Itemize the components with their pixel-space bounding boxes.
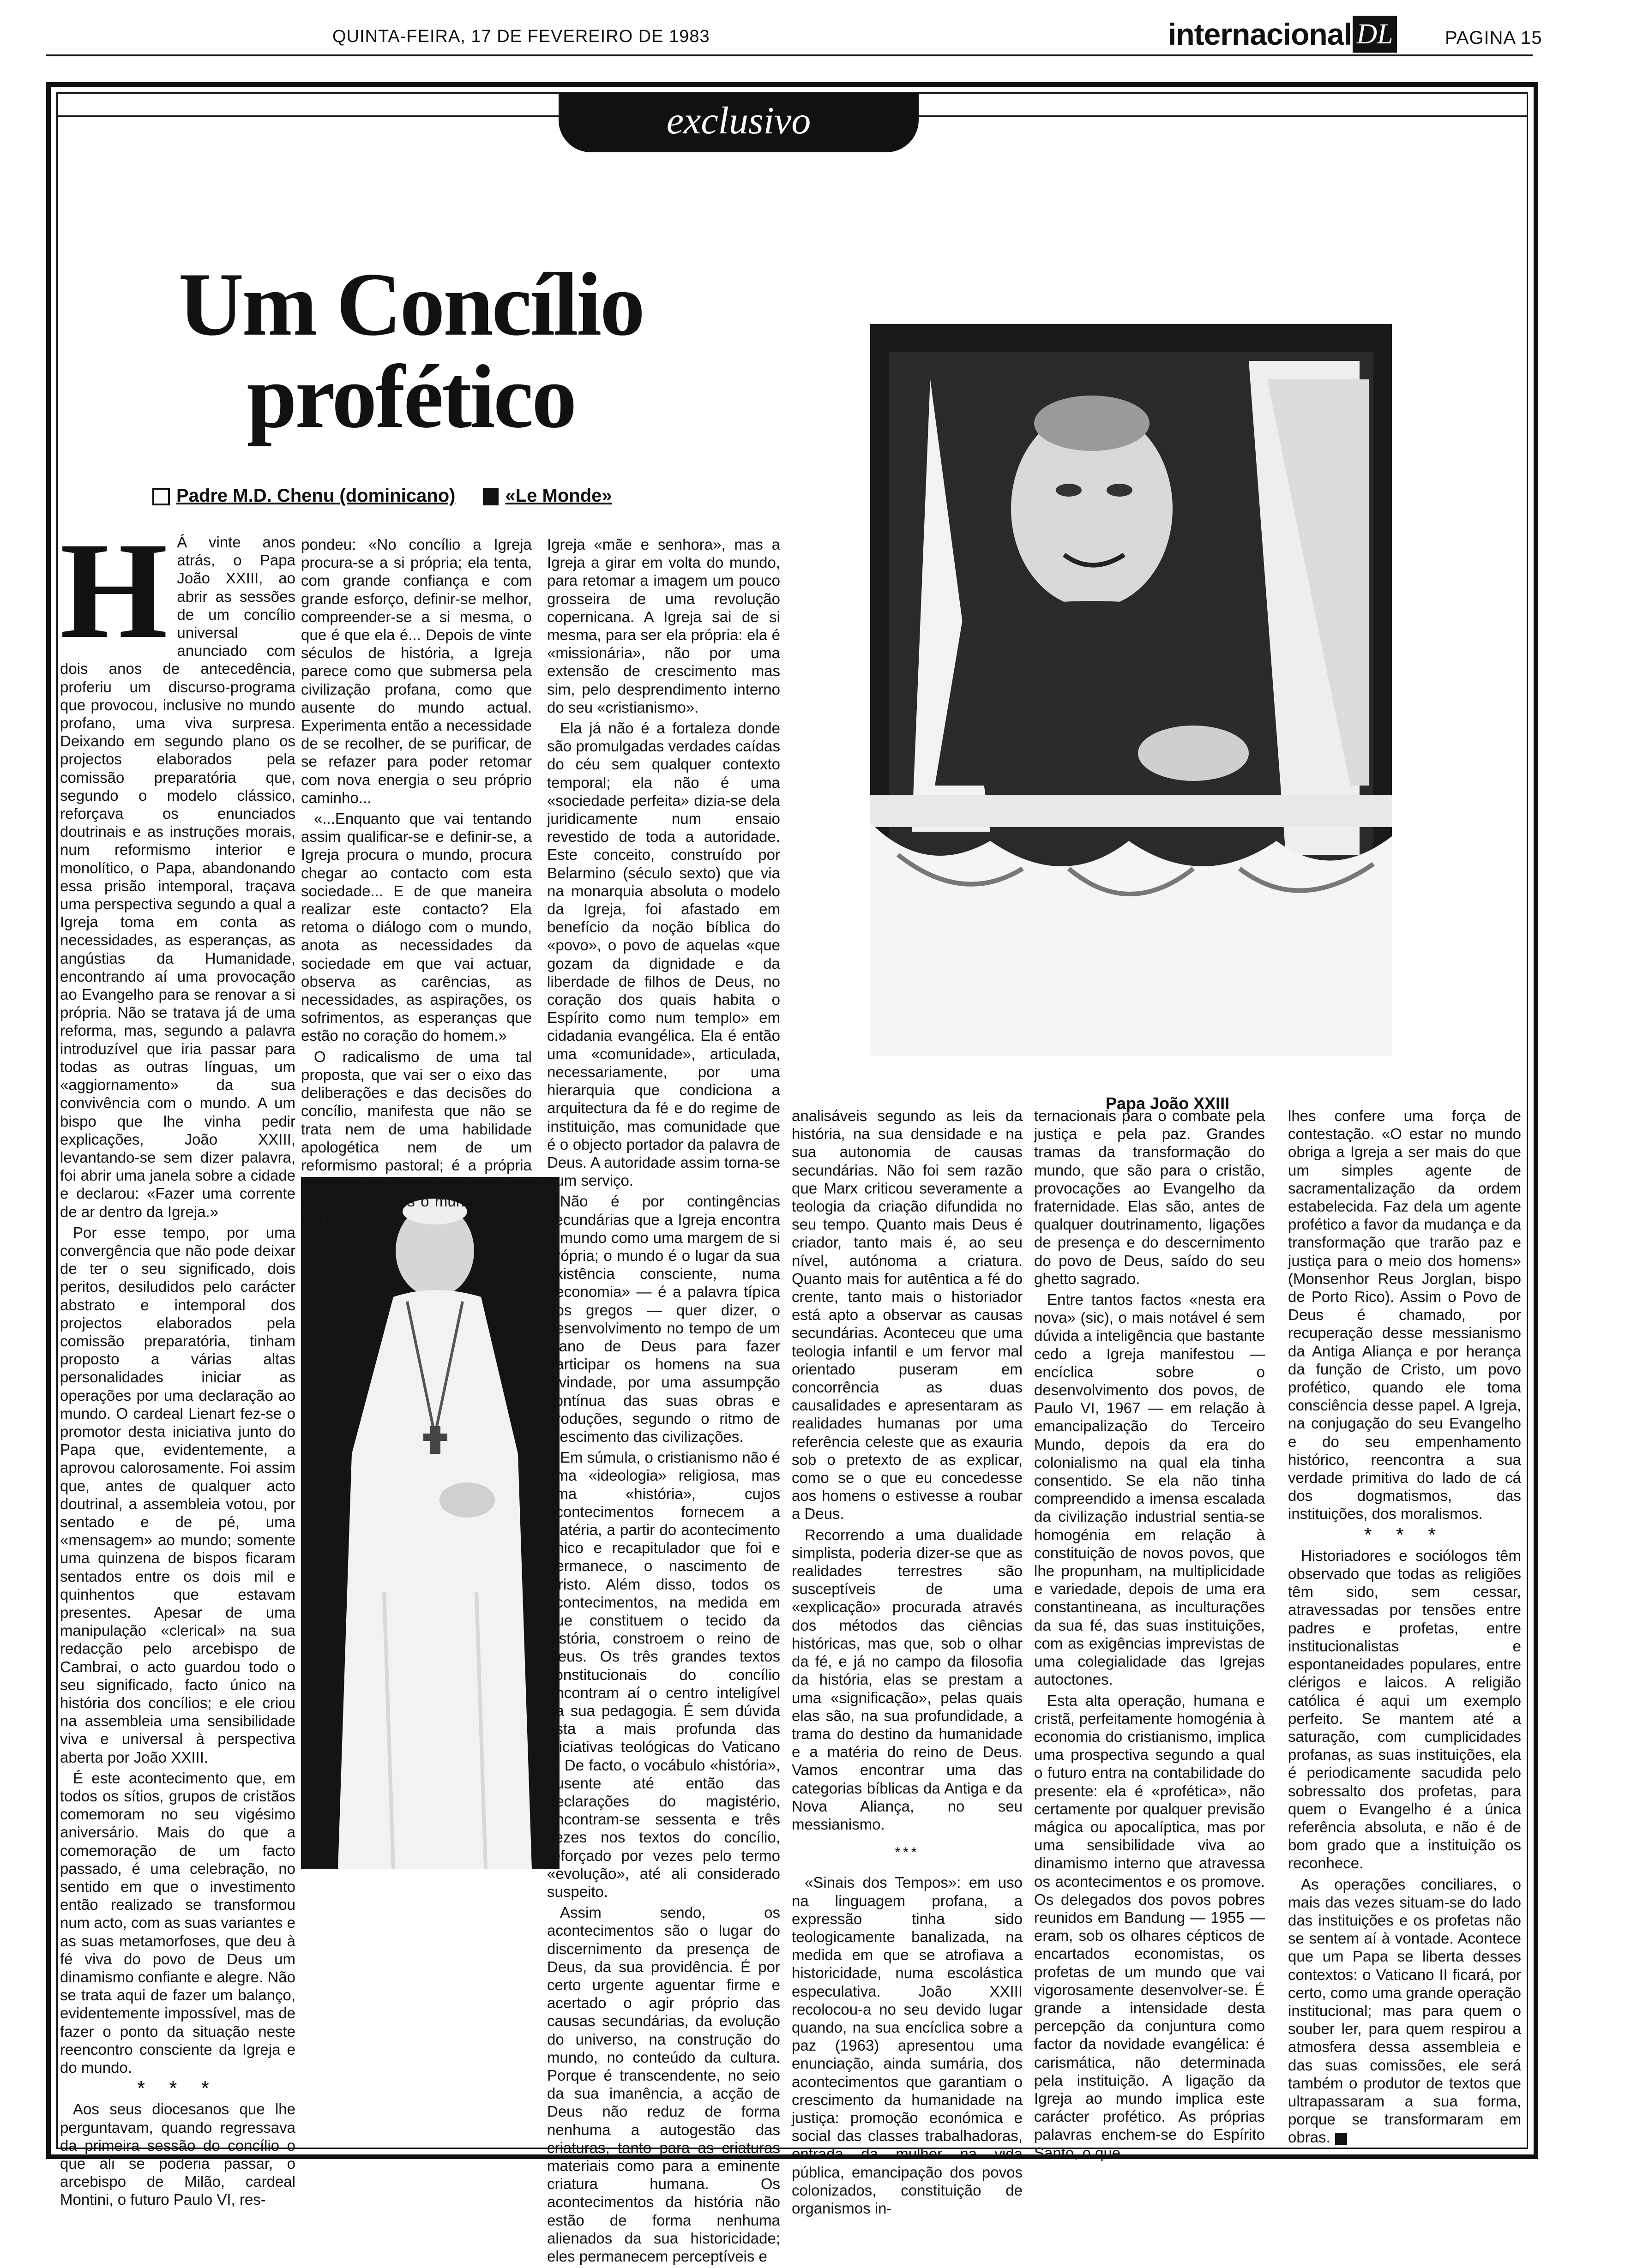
- source-name: «Le Monde»: [505, 486, 612, 506]
- paragraph: lhes confere uma força de contestação. «O estar no mundo obriga a Igreja a ser mais do que um simples agente de sacramentalização da ordem estabelecida. Faz dela um agente profético a favor da mudança e da transformação que trarão paz e justiça para o meio dos homens» (Monsenhor Reus Jorglan, bispo de Porto Rico). Assim o Povo de Deus é chamado, por recuperação desse messianismo da Antiga Aliança e por herança da função de Cristo, um povo profético, quando ele toma consciência desse papel. A Igreja, na conjugação do seu Evangelho e do seu empenhamento histórico, reencontra a sua verdade primitiva do lado de cá dos dogmatismos, das instituições, dos moralismos.: [1288, 1107, 1521, 1523]
- paragraph: «...Enquanto que vai tentando assim qualificar-se e definir-se, a Igreja procura o mundo, procura chegar ao contacto com esta sociedade... E de que maneira realizar este contacto? Ela retoma o diálogo com o mundo, anota as necessidades da sociedade em que vai actuar, observa as carências, as necessidades, as aspirações, os sofrimentos, as esperanças que estão no coração do homem.»: [301, 810, 532, 1044]
- photo-pope-standing: [301, 1177, 560, 1869]
- byline-square-icon: [483, 488, 499, 505]
- article-column-4: [792, 1107, 1023, 2220]
- exclusivo-banner: exclusivo: [559, 92, 919, 152]
- paragraph: Recorrendo a uma dualidade simplista, poderia dizer-se que as realidades terrestres são susceptíveis de uma «explicação» procurada através dos métodos das ciências históricas, mas que, sob o olhar da fé, e já no campo da filosofia da história, elas se prestam a uma «significação», pelas quais elas são, na sua profundidade, a trama do destino da humanidade e a matéria do reino de Deus. Vamos encontrar uma das categorias bíblicas da Antiga e da Nova Aliança, no seu messianismo.: [792, 1526, 1023, 1833]
- paragraph: Não é por contingências secundárias que a Igreja encontra o mundo como uma margem de si própria; o mundo é o lugar da sua existência consciente, numa «economia» — é a palavra típica dos gregos — quer dizer, o desenvolvimento no tempo de um plano de Deus para fazer participar os homens na sua divindade, por uma assumpção contínua das suas obras e produções, segundo o ritmo de crescimento das civilizações.: [547, 1193, 780, 1445]
- paragraph: O radicalismo de uma tal proposta, que vai ser o eixo das deliberações e das decisões do concílio, manifesta que não se trata nem de uma habilidade apologética nem de um reformismo pastoral; é a própria natureza da Igreja que está em causa; não mais o mundo a girar em torno da: [301, 1048, 532, 1228]
- paragraph: Ela já não é a fortaleza donde são promulgadas verdades caídas do céu sem qualquer contexto temporal; ela não é uma «sociedade perfeita» dizia-se dela juridicamente num ensaio revestido de toda a autoridade. Este conceito, construído por Belarmino (século sexto) que via na monarquia absoluta o modelo da Igreja, foi afastado em benefício da noção bíblica do «povo», o povo de aquelas «que gozam da dignidade e da liberdade de filhos de Deus, no coração dos quais habita o Espírito como num templo» em cidadania evangélica. Ela é então uma «comunidade», articulada, necessariamente, por uma hierarquia que condiciona a arquitectura da fé e do regime de instituição, mas comunidade que é o objecto portador da palavra de Deus. A autoridade assim torna-se num serviço.: [547, 720, 780, 1189]
- paragraph: Entre tantos factos «nesta era nova» (sic), o mais notável é sem dúvida a inteligência que bastante cedo a Igreja manifestou — encíclica sobre o desenvolvimento dos povos, de Paulo VI, 1967 — em relação à emancipalização do Terceiro Mundo, depois da era do colonialismo na qual ela tinha consentido. Se ela não tinha compreendido a imensa escalada da civilização industrial sentia-se homogénia em relação à constituição de novos povos, que lhe propunham, na multiplicidade e variedade, depois de uma era constantineana, as inculturações da sua fé, das suas instituições, com as exigências imprevistas de uma colegialidade das Igrejas autoctones.: [1034, 1291, 1265, 1688]
- section-divider: * * *: [1364, 1523, 1445, 1546]
- paragraph: Assim sendo, os acontecimentos são o lugar do discernimento da presença de Deus, da sua providência. É por certo urgente aguentar firme e acertado o agir próprio das causas secundárias, da evolução do universo, na construção do mundo, no conteúdo da cultura. Porque é transcendente, no seio da sua imanência, a acção de Deus não reduz de forma nenhuma a autogestão das criaturas, tanto para as criaturas materiais como para a eminente criatura humana. Os acontecimentos da história não estão de forma nenhuma alienados da sua historicidade; eles permanecem perceptíveis e: [547, 1904, 780, 2265]
- article-column-3: [547, 535, 780, 2268]
- paragraph: ternacionais para o combate pela justiça e pela paz. Grandes tramas da transformação do mundo, que são para o cristão, provocações ao Evangelho da fraternidade. Elas são, antes de qualquer doutrinamento, ligações de presença e do descernimento do povo de Deus, saído do seu ghetto sagrado.: [1034, 1107, 1265, 1287]
- paragraph: Igreja «mãe e senhora», mas a Igreja a girar em volta do mundo, para retomar a imagem um pouco grosseira de uma revolução copernicana. A Igreja sai de si mesma, para ser ela própria: ela é «missionária», não por uma extensão de crescimento mas sim, pelo desprendimento interno do seu «cristianismo».: [547, 536, 780, 716]
- paragraph: Historiadores e sociólogos têm observado que todas as religiões têm sido, sem cessar, atravessadas por tensões entre padres e profetas, entre institucionalistas e espontaneidades populares, entre clérigos e laicos. A religião católica é aqui um exemplo perfeito. Se mantem até a saturação, com cumplicidades profanas, as suas instituições, ela é periodicamente sacudida pelo sobressalto dos profetas, para quem o Evangelho é a única referência absoluta, e não é de bom grado que a instituição os reconhece.: [1288, 1547, 1521, 1872]
- byline: [152, 486, 612, 506]
- title-line-1: Um Concílio: [178, 254, 644, 354]
- paragraph-text: Á vinte anos atrás, o Papa João XXIII, ao abrir as sessões de um concílio universal anunciado com dois anos de antecedência, proferiu um discurso-programa que provocou, inclusive no mundo profano, uma viva surpresa. Deixando em segundo plano os projectos elaborados pela comissão preparatória que, segundo o modelo clássico, reforçava os enunciados doutrinais e as instruções morais, num reformismo interior e monolítico, o Papa, abandonando essa prisão intemporal, traçava uma perspectiva segundo a qual a Igreja toma em conta as necessidades, as esperanças, as angústias da Humanidade, encontrando aí uma provocação ao Evangelho para se renovar a si própria. Não se tratava já de uma reforma, mas, segundo a palavra introduzível que iria passar para todas as outras línguas, um «aggiornamento» da sua convivência com o mundo. A um bispo que lhe vinha pedir explicações, João XXIII, levantando-se sem dizer palavra, foi abrir uma janela sobre a cidade e declarou: «Fazer uma corrente de ar dentro da Igreja.»: [60, 534, 295, 1220]
- paragraph: É este acontecimento que, em todos os sítios, grupos de cristãos comemoram no seu vigésimo aniversário. Mais do que a comemoração de um facto passado, é uma celebração, no sentido em que o investimento então realizado se transformou num acto, com as suas variantes e as suas metamorfoses, que deu à fé viva do povo de Deus um dinamismo confiante e alegre. Não se trata aqui de fazer um balanço, evidentemente impossível, mas de fazer o ponto da situação neste reencontro consciente da Igreja e do mundo.: [60, 1769, 295, 2076]
- section-divider: * * *: [137, 2077, 218, 2100]
- paragraph: Por esse tempo, por uma convergência que não pode deixar de ter o seu significado, dois peritos, desiludidos pelo carácter abstrato e intemporal dos projectos elaborados pela comissão preparatória, tinham proposto a várias altas personalidades iniciar as operações por uma declaração ao mundo. O cardeal Lienart fez-se o promotor desta iniciativa junto do Papa que, evidentemente, a aprovou calorosamente. Foi assim que, antes de qualquer acto doutrinal, a assembleia votou, por sentado e de pé, uma «mensagem» ao mundo; somente uma quinzena de bispos ficaram sentados entre os dois mil e quinhentos que estavam presentes. Apesar de uma manipulação «clerical» na sua redacção pelo arcebispo de Cambrai, o acto guardou todo o seu significado, facto único na história dos concílios; e ele criou na assembleia uma sensibilidade viva e universal à perspectiva aberta por João XXIII.: [60, 1224, 295, 1766]
- author-credit: [152, 486, 455, 506]
- paragraph-text: As operações conciliares, o mais das vezes situam-se do lado das instituições e os profetas não se sentem aí à vontade. Acontece que um Papa se liberta desses contextos: o Vaticano II ficará, por certo, como uma grande operação institucional; mas para quem o souber ler, para quem respirou a atmosfera dessa assembleia e das suas comissões, ele será também o produtor de textos que ultrapassaram a sua forma, porque se transformaram em obras.: [1288, 1875, 1521, 2146]
- paragraph: Em súmula, o cristianismo não é uma «ideologia» religiosa, mas uma «história», cujos acontecimentos fornecem a matéria, a partir do acontecimento único e recapitulador que foi e permanece, o nascimento de Cristo. Além disso, todos os acontecimentos, na medida em que constituem o tecido da história, constroem o reino de Deus. Os três grandes textos constitucionais do concílio encontram aí o centro inteligível da sua pedagogia. É sem dúvida esta a mais profunda das iniciativas teológicas do Vaticano II. De facto, o vocábulo «história», ausente até então das declarações do magistério, encontram-se sessenta e três vezes nos textos do concílio, reforçado por vezes pelo termo «evolução», até ali considerado suspeito.: [547, 1449, 780, 1901]
- paragraph: Esta alta operação, humana e cristã, perfeitamente homogénia à economia do cristianismo, implica uma prospectiva segundo a qual o futuro entra na contabilidade do presente: ela é «profética», não certamente por qualquer previsão mágica ou apocalíptica, mas por uma sensibilidade viva ao dinamismo interno que atravessa os acontecimentos e os promove. Os delegados dos povos pobres reunidos em Bandung — 1955 — eram, sob os olhares cépticos de encartados economistas, os profetas de um mundo que vai vigorosamente desenvolver-se. É grande a intensidade desta percepção da conjuntura como factor da novidade evangélica: é carismática, não determinada pela instituição. A ligação da Igreja ao mundo implica este carácter profético. As próprias palavras enchem-se do Espírito Santo, o que: [1034, 1692, 1265, 2161]
- paragraph: [60, 514, 295, 1221]
- article-column-6: [1288, 1107, 1521, 2149]
- end-of-article-icon: [1335, 2133, 1347, 2145]
- page-number: PAGINA 15: [1445, 28, 1542, 48]
- paragraph: analisáveis segundo as leis da história, na sua densidade e na sua autonomia de causas secundárias. Não foi sem razão que Marx criticou severamente a teologia da criação difundida no seu tempo. Quanto mais Deus é criador, tanto mais é, ao seu nível, autónoma a criatura. Quanto mais for autêntica a fé do crente, tanto mais o historiador está apto a observar as causas secundárias. Aconteceu que uma teologia infantil e um fervor mal orientado puseram em concorrência as duas causalidades e apresentaram as realidades humanas por uma referência celeste que as exauria sob o pretexto de as explicar, como se o que eu concedesse aos homens o estivesse a roubar a Deus.: [792, 1107, 1023, 1523]
- article-column-1: [60, 514, 295, 2212]
- title-line-2: profético: [247, 347, 575, 447]
- source-credit: [483, 486, 612, 506]
- newspaper-logo: DL: [1353, 16, 1397, 53]
- article-column-5: [1034, 1107, 1265, 2165]
- section-name: internacional: [1168, 17, 1352, 51]
- drop-cap: H: [60, 514, 168, 667]
- paragraph: [1288, 1875, 1521, 2147]
- header-rule: [46, 54, 1533, 56]
- paragraph: «Sinais dos Tempos»: em uso na linguagem profana, a expressão tinha sido teologicamente banalizada, na medida em que se atrofiava a historicidade, numa escolástica especulativa. João XXIII recolocou-a no seu devido lugar quando, na sua encíclica sobre a paz (1963) apresentou uma enunciação, ainda sumária, dos acontecimentos que garantiam o crescimento da humanidade na justiça: promoção económica e social das classes trabalhadoras, entrada da mulher na vida pública, emancipação dos povos colonizados, constituição de organismos in-: [792, 1874, 1023, 2217]
- section-divider: ***: [895, 1845, 920, 1860]
- photo-pope-window: [870, 324, 1392, 1056]
- article-title: [157, 254, 665, 447]
- issue-date: QUINTA-FEIRA, 17 DE FEVEREIRO DE 1983: [332, 27, 710, 46]
- article-column-2: [301, 535, 532, 1231]
- photo-caption: Papa João XXIII: [1106, 1094, 1230, 1113]
- paragraph: pondeu: «No concílio a Igreja procura-se a si própria; ela tenta, com grande confiança e com grande esforço, definir-se melhor, compreender-se a si mesma, o que é que ela é... Depois de vinte séculos de história, a Igreja parece como que submersa pela civilização profana, como que ausente do mundo actual. Experimenta então a necessidade de se recolher, de se purificar, de se refazer para poder retomar com nova energia o seu próprio caminho...: [301, 536, 532, 806]
- byline-box-icon: [152, 488, 170, 505]
- paragraph: Aos seus diocesanos que lhe perguntavam, quando regressava da primeira sessão do concílio o que ali se poderia passar, o arcebispo de Milão, cardeal Montini, o futuro Paulo VI, res-: [60, 2100, 295, 2208]
- author-name: Padre M.D. Chenu (dominicano): [176, 486, 456, 506]
